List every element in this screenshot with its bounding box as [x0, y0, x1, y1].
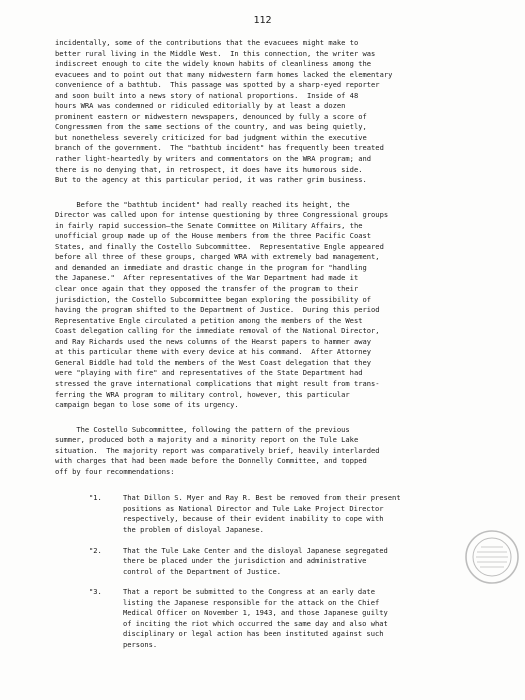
text-line: positions as National Director and Tule Lake Project Director: [123, 503, 384, 513]
text-line: listing the Japanese responsible for the attack on the Chief: [123, 597, 380, 607]
text-line: prominent eastern or midwestern newspapers, denounced by fully a score of: [55, 111, 367, 121]
text-line: summer, produced both a majority and a minority report on the Tule Lake: [55, 435, 359, 445]
text-line: clear once again that they opposed the transfer of the program to their: [55, 284, 359, 294]
text-line: and soon built into a news story of national proportions. Inside of 48: [55, 90, 359, 100]
text-line: evacuees and to point out that many midwestern farm homes lacked the elementary: [55, 69, 393, 79]
text-line: branch of the government. The "bathtub incident" has frequently been treated: [55, 143, 384, 153]
text-line: incidentally, some of the contributions that the evacuees might make to: [55, 38, 359, 47]
text-line: stressed the grave international complications that might result from trans-: [55, 378, 380, 388]
text-line: better rural living in the Middle West. In this connection, the writer was: [55, 48, 376, 58]
text-line: were "playing with fire" and representatives of the State Department had: [55, 368, 363, 378]
text-line: at this particular theme with every device at his command. After Attorney: [55, 347, 372, 357]
text-line: rather light-heartedly by writers and commentators on the WRA program; and: [55, 154, 372, 164]
paragraph-3: [55, 425, 515, 478]
text-line: unofficial group made up of the House members from the three Pacific Coast: [55, 231, 372, 241]
text-line: hours WRA was condemned or ridiculed editorially by at least a dozen: [55, 101, 346, 111]
text-line: but nonetheless severely criticized for bad judgment within the executive: [55, 132, 367, 142]
text-line: control of the Department of Justice.: [123, 566, 282, 576]
text-line: Director was called upon for intense questioning by three Congressional groups: [55, 210, 389, 220]
text-line: indiscreet enough to cite the widely known habits of cleanliness among the: [55, 59, 372, 69]
recommendations-list: [55, 493, 515, 650]
text-line: there is no denying that, in retrospect, it does have its humorous side.: [55, 164, 363, 174]
text-line: persons.: [123, 639, 158, 649]
text-line: having the program shifted to the Department of Justice. During this period: [55, 305, 380, 315]
recommendation-text: [123, 546, 388, 578]
text-line: That Dillon S. Myer and Ray R. Best be removed from their present: [123, 493, 401, 503]
text-line: That the Tule Lake Center and the disloyal Japanese segregated: [123, 545, 388, 555]
recommendation-number: "1.: [89, 493, 102, 503]
text-line: Before the "bathtub incident" had really reached its height, the: [55, 199, 350, 209]
text-line: convenience of a bathtub. This passage was spotted by a sharp-eyed reporter: [55, 80, 380, 90]
text-line: That a report be submitted to the Congress at an early date: [123, 587, 375, 597]
body-text: [55, 38, 515, 650]
recommendation-text: [123, 493, 401, 535]
text-line: But to the agency at this particular period, it was rather grim business.: [55, 175, 367, 185]
text-line: and Ray Richards used the news columns of the Hearst papers to hammer away: [55, 336, 372, 346]
text-line: campaign began to lose some of its urgency.: [55, 400, 239, 410]
text-line: ferring the WRA program to military control, however, this particular: [55, 389, 350, 399]
text-line: in fairly rapid succession—the Senate Committee on Military Affairs, the: [55, 220, 363, 230]
text-line: the Japanese." After representatives of the War Department had made it: [55, 273, 359, 283]
paragraph-1: [55, 38, 515, 186]
text-line: jurisdiction, the Costello Subcommittee began exploring the possibility of: [55, 294, 372, 304]
recommendation-number: "3.: [89, 587, 102, 597]
text-line: situation. The majority report was comparatively brief, heavily interlarded: [55, 445, 380, 455]
recommendation-item: [55, 493, 515, 535]
text-line: Congressmen from the same sections of the country, and was being quietly,: [55, 122, 367, 132]
text-line: before all three of these groups, charged WRA with extremely bad management,: [55, 252, 380, 262]
page-number: 112: [253, 15, 272, 26]
recommendation-number: "2.: [89, 545, 102, 555]
text-line: of inciting the riot which occurred the same day and also what: [123, 618, 388, 628]
recommendation-item: [55, 546, 515, 578]
text-line: respectively, because of their evident inability to cope with: [123, 514, 384, 524]
text-line: The Costello Subcommittee, following the pattern of the previous: [55, 424, 350, 434]
paragraph-2: [55, 200, 515, 411]
archival-stamp-icon: [463, 528, 521, 586]
text-line: off by four recommendations:: [55, 466, 175, 476]
text-line: Medical Officer on November 1, 1943, and those Japanese guilty: [123, 608, 388, 618]
text-line: disciplinary or legal action has been instituted against such: [123, 629, 384, 639]
text-line: the problem of disloyal Japanese.: [123, 524, 264, 534]
text-line: and demanded an immediate and drastic change in the program for "handling: [55, 262, 367, 272]
text-line: States, and finally the Costello Subcommittee. Representative Engle appeared: [55, 241, 384, 251]
text-line: there be placed under the jurisdiction and administrative: [123, 556, 367, 566]
recommendation-item: [55, 587, 515, 650]
text-line: Coast delegation calling for the immediate removal of the National Director,: [55, 326, 380, 336]
text-line: Representative Engle circulated a petition among the members of the West: [55, 315, 363, 325]
text-line: General Biddle had told the members of the West Coast delegation that they: [55, 357, 372, 367]
text-line: with charges that had been made before the Donnelly Committee, and topped: [55, 456, 367, 466]
recommendation-text: [123, 587, 388, 650]
